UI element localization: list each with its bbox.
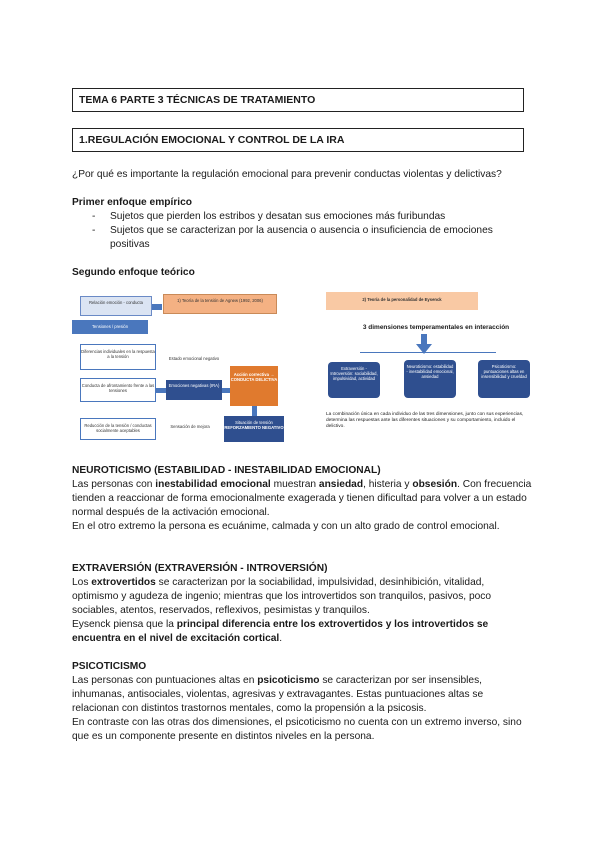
extraversion-paragraph-1: Los extrovertidos se caracterizan por la sociabilidad, impulsividad, desinhibición, vitalidad, optimismo y agudeza de ingenio; mientras que los introvertidos son tranquilos, pasivos, poco sociables, atentos, reservados, reflexivos, pesimistas y tranquilos. bbox=[72, 577, 492, 616]
arrow-icon bbox=[222, 388, 230, 393]
dimension-box: Neuroticismo: estabilidad - inestabilidad emocional, ansiedad bbox=[404, 360, 456, 398]
second-approach-heading: Segundo enfoque teórico bbox=[72, 267, 195, 278]
arrow-icon bbox=[252, 406, 257, 416]
neuroticism-heading: NEUROTICISMO (ESTABILIDAD - INESTABILIDAD EMOCIONAL) bbox=[72, 465, 381, 476]
diagram-label: Sensación de mejora bbox=[170, 424, 210, 429]
box-title: REFORZAMIENTO NEGATIVO bbox=[224, 425, 284, 430]
diagram-box: Conducta de afrontamiento frente a las tensiones bbox=[80, 378, 156, 402]
diagram-box: Reducción de la tensión / conductas socialmente aceptables bbox=[80, 418, 156, 440]
extraversion-paragraph-2: Eysenck piensa que la principal diferencia entre los extrovertidos y los introvertidos se encuentra en el nivel de excitación cortical. bbox=[72, 619, 489, 644]
psychoticism-paragraph-1: Las personas con puntuaciones altas en psicoticismo se caracterizan por ser insensibles, inhumanas, antisociales, violentas, agresivas y extravagantes. Estas puntuaciones altas se relacionan con distintos trastornos mentales, como la propensión a la psicosis. bbox=[72, 675, 484, 714]
diagram-box: Diferencias individuales en la respuesta a la tensión bbox=[80, 344, 156, 370]
arrow-icon bbox=[152, 304, 162, 310]
diagram-box bbox=[224, 416, 284, 442]
box-subtitle: Situación de tensión bbox=[235, 420, 273, 425]
bullet-text: Sujetos que se caracterizan por la ausencia o ausencia o insuficiencia de emociones positivas bbox=[110, 225, 493, 250]
document-title-box: TEMA 6 PARTE 3 TÉCNICAS DE TRATAMIENTO bbox=[72, 88, 524, 112]
arrow-icon bbox=[156, 388, 166, 393]
diagram-box: Emociones negativas (IRA) bbox=[166, 380, 222, 400]
neuroticism-paragraph-1: Las personas con inestabilidad emocional muestran ansiedad, histeria y obsesión. Con frecuencia tienden a reaccionar de forma emocionalmente exagerada y tienen dificultad para volver a un estado normal después de la activación emocional. bbox=[72, 479, 532, 518]
diagram-title: 2) Teoría de la personalidad de Eysenck bbox=[326, 292, 478, 310]
psychoticism-paragraph-2: En contraste con las otras dos dimensiones, el psicoticismo no cuenta con un extremo inverso, sino que es un componente presente en distintos niveles en la persona. bbox=[72, 717, 522, 742]
dimension-box: Psicoticismo: puntuaciones altas en insensibilidad y crueldad bbox=[478, 360, 530, 398]
diagram-box: Tensiones / presión bbox=[72, 320, 148, 334]
extraversion-heading: EXTRAVERSIÓN (EXTRAVERSIÓN - INTROVERSIÓN) bbox=[72, 563, 328, 574]
diagram-box: Relación emoción - conducta bbox=[80, 296, 152, 316]
arrow-down-icon bbox=[416, 334, 432, 354]
section-title-box: 1.REGULACIÓN EMOCIONAL Y CONTROL DE LA IRA bbox=[72, 128, 524, 152]
diagram-heading: 3 dimensiones temperamentales en interacción bbox=[362, 324, 510, 331]
diagram-box: 1) Teoría de la tensión de Agnew (1992, 2006) bbox=[163, 294, 277, 314]
bullet-text: Sujetos que pierden los estribos y desatan sus emociones más furibundas bbox=[110, 211, 446, 222]
intro-question: ¿Por qué es importante la regulación emocional para prevenir conductas violentas y delictivas? bbox=[72, 169, 502, 180]
first-approach-heading: Primer enfoque empírico bbox=[72, 197, 193, 208]
neuroticism-paragraph-2: En el otro extremo la persona es ecuánime, calmada y con un alto grado de control emocional. bbox=[72, 521, 500, 532]
diagram-box: Acción correctiva → CONDUCTA DELICTIVA bbox=[230, 366, 278, 406]
diagram-label: Estado emocional negativo bbox=[168, 356, 220, 361]
psychoticism-heading: PSICOTICISMO bbox=[72, 661, 147, 672]
diagram-caption: La combinación única en cada individuo de las tres dimensiones, junto con sus experiencias, determina las respuestas ante las diferentes situaciones y su comportamiento, incluido el delictivo. bbox=[326, 412, 524, 429]
dimension-box: Extraversión - Introversión: sociabilidad, impulsividad, actividad bbox=[328, 362, 380, 398]
